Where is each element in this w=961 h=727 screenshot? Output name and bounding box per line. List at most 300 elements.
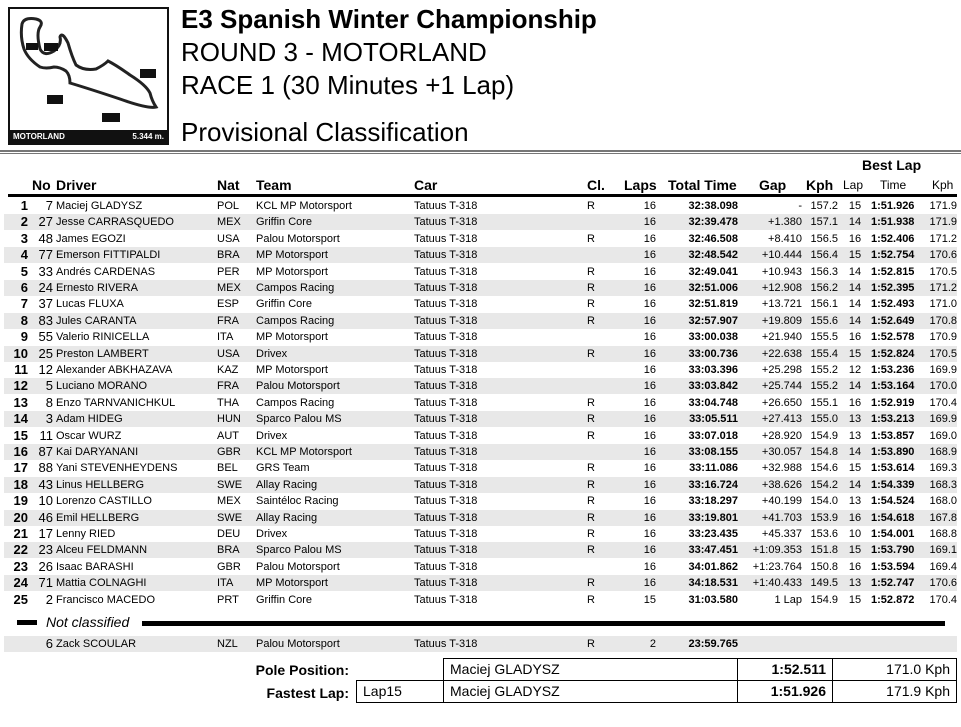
cell-team: Saintéloc Racing [256,495,339,508]
cell-kph: 155.2 [810,364,838,376]
cell-bkph: 168.8 [929,528,957,540]
cell-laps: 16 [643,347,656,360]
cell-btime: 1:52.747 [871,577,915,590]
cell-pos: 14 [13,411,28,427]
cell-nat: MEX [217,282,241,294]
result-row [4,510,957,526]
cell-btime: 1:54.524 [871,495,915,508]
cell-btime: 1:51.926 [871,200,915,212]
cell-pos: 20 [13,509,28,525]
cell-btime: 1:53.857 [871,429,915,442]
cell-kph: 154.6 [810,462,838,475]
col-best-lap: Lap [843,178,864,192]
cell-kph: 154.0 [810,495,838,508]
track-map-icon [10,9,167,131]
not-classified-label: Not classified [46,614,130,630]
result-row [4,362,957,378]
col-team: Team [256,177,292,193]
result-row [4,296,957,312]
cell-pos: 5 [20,263,28,279]
cell-pos: 8 [20,312,28,328]
cell-cl [587,378,607,394]
cell-total: 34:18.531 [688,577,738,590]
cell-pos: 13 [13,394,28,410]
col-laps: Laps [624,177,657,193]
cell-total: 33:18.297 [688,495,738,508]
cell-total: 32:38.098 [688,200,738,212]
cell-cl [587,362,607,378]
cell-car: Tatuus T-318 [414,577,478,590]
cell-bkph: 167.8 [929,511,957,524]
cell-nat: ITA [217,577,234,590]
cell-laps: 2 [649,638,656,650]
cell-gap: +30.057 [761,446,802,458]
result-row [4,313,957,329]
cell-btime: 1:53.890 [871,446,915,458]
cell-nat: PRT [217,593,239,606]
cell-bkph: 171.0 [929,298,957,311]
cell-driver: Emerson FITTIPALDI [56,249,161,262]
cell-car: Tatuus T-318 [414,446,478,458]
cell-bkph: 169.9 [929,364,957,376]
cell-pos: 15 [13,427,28,443]
cell-team: Campos Racing [256,314,335,327]
cell-car: Tatuus T-318 [414,380,478,393]
cell-total: 33:05.511 [689,413,738,426]
cell-team: Palou Motorsport [256,638,340,650]
cell-kph: 156.5 [810,232,838,245]
cell-pos: 19 [13,493,28,509]
cell-blap: 14 [848,478,862,491]
cell-blap: 15 [848,593,862,606]
cell-cl: R [587,265,595,278]
cell-bkph: 168.3 [929,478,957,491]
cell-nat: AUT [217,429,239,442]
cell-btime: 1:52.872 [871,593,915,606]
cell-nat: USA [217,232,240,245]
cell-bkph: 170.4 [929,396,957,409]
cell-blap: 15 [848,462,862,475]
cell-gap: +10.444 [761,249,802,262]
cell-gap: +25.744 [761,380,802,393]
cell-cl: R [587,314,595,327]
cell-total: 33:19.801 [688,511,738,524]
cell-team: GRS Team [256,462,310,475]
cell-bkph: 169.3 [929,462,957,475]
cell-nat: BRA [217,249,240,262]
cell-total: 34:01.862 [688,560,738,573]
cell-pos: 3 [20,230,28,246]
cell-laps: 16 [643,528,656,540]
cell-total: 33:03.842 [688,380,738,393]
cell-nat: DEU [217,528,241,540]
result-row [4,231,957,247]
pole-driver: Maciej GLADYSZ [443,658,738,681]
cell-laps: 16 [643,495,656,508]
cell-car: Tatuus T-318 [414,495,478,508]
cell-team: Campos Racing [256,396,335,409]
result-row [4,493,957,509]
cell-btime: 1:52.406 [871,232,915,245]
fastest-kph: 171.9 Kph [832,680,957,703]
cell-car: Tatuus T-318 [414,638,478,650]
cell-pos: 22 [13,542,28,558]
col-car: Car [414,177,438,193]
result-row [4,247,957,263]
cell-cl: R [587,282,595,294]
cell-cl: R [587,298,595,311]
cell-blap: 16 [848,331,862,344]
cell-total: 32:48.542 [688,249,738,262]
cell-total: 32:46.508 [688,232,738,245]
cell-cl: R [587,200,595,212]
cell-laps: 16 [643,413,656,426]
cell-gap: +22.638 [761,347,802,360]
cell-driver: Jules CARANTA [56,314,137,327]
cell-blap: 14 [848,298,862,311]
cell-car: Tatuus T-318 [414,396,478,409]
cell-team: Drivex [256,528,288,540]
cell-driver: Emil HELLBERG [56,511,140,524]
cell-kph: 154.9 [810,593,838,606]
cell-kph: 153.9 [810,511,838,524]
championship-title: E3 Spanish Winter Championship [181,4,597,34]
cell-bkph: 169.4 [929,560,957,573]
cell-gap: +40.199 [761,495,802,508]
cell-pos: 18 [13,476,28,492]
cell-pos: 12 [13,378,28,394]
col-no: No [32,177,51,193]
cell-nat: NZL [217,638,238,650]
cell-no: 48 [38,230,53,246]
cell-laps: 16 [643,265,656,278]
cell-driver: Adam HIDEG [56,413,123,426]
cell-car: Tatuus T-318 [414,462,478,475]
cell-gap: +26.650 [761,396,802,409]
col-total-time: Total Time [668,177,737,193]
cell-btime: 1:54.001 [871,528,915,540]
cell-cl: R [587,478,595,491]
cell-blap: 13 [848,413,862,426]
cell-team: MP Motorsport [256,249,328,262]
cell-nat: SWE [217,478,243,491]
cell-team: Allay Racing [256,511,318,524]
cell-gap: - [798,200,802,212]
cell-team: KCL MP Motorsport [256,446,352,458]
cell-cl: R [587,593,595,606]
cell-pos: 21 [13,526,28,541]
cell-blap: 13 [848,429,862,442]
cell-total: 23:59.765 [688,638,738,650]
document-type: Provisional Classification [181,117,469,147]
cell-pos: 23 [13,558,28,574]
cell-kph: 155.0 [810,413,838,426]
cell-btime: 1:52.493 [871,298,915,311]
cell-kph: 156.4 [810,249,838,262]
cell-bkph: 170.6 [929,577,957,590]
cell-driver: Kai DARYANANI [56,446,139,458]
cell-btime: 1:53.236 [871,364,915,376]
cell-car: Tatuus T-318 [414,200,478,212]
cell-blap: 16 [848,232,862,245]
cell-kph: 149.5 [810,577,838,590]
cell-car: Tatuus T-318 [414,265,478,278]
cell-gap: +12.908 [761,282,802,294]
result-row [4,592,957,608]
cell-btime: 1:52.649 [871,314,915,327]
cell-cl [587,247,607,263]
cell-cl: R [587,638,595,650]
result-row [4,559,957,575]
cell-laps: 16 [643,511,656,524]
cell-laps: 16 [643,462,656,475]
cell-nat: HUN [217,413,241,426]
col-best-time: Time [880,178,907,192]
cell-blap: 15 [848,544,862,557]
cell-btime: 1:53.594 [871,560,915,573]
cell-driver: Mattia COLNAGHI [56,577,147,590]
cell-btime: 1:52.395 [871,282,915,294]
cell-nat: GBR [217,560,241,573]
cell-blap: 16 [848,511,862,524]
logo-band [10,130,167,143]
cell-blap: 12 [848,364,862,376]
cell-laps: 16 [643,232,656,245]
cell-btime: 1:51.938 [871,216,915,229]
cell-cl: R [587,347,595,360]
cell-driver: Lenny RIED [56,528,116,540]
cell-total: 32:51.819 [688,298,738,311]
cell-car: Tatuus T-318 [414,314,478,327]
result-row [4,346,957,362]
cell-total: 33:16.724 [688,478,738,491]
cell-gap: +25.298 [761,364,802,376]
cell-laps: 15 [643,593,656,606]
cell-bkph: 170.9 [929,331,957,344]
cell-kph: 154.2 [810,478,838,491]
cell-cl [587,444,607,460]
col-driver: Driver [56,177,97,193]
cell-blap: 15 [848,347,862,360]
col-gap: Gap [759,177,787,193]
cell-blap: 16 [848,396,862,409]
cell-kph: 156.1 [810,298,838,311]
cell-laps: 16 [643,380,656,393]
cell-cl: R [587,462,595,475]
cell-gap: +10.943 [761,265,802,278]
cell-btime: 1:52.578 [871,331,915,344]
cell-team: Griffin Core [256,298,313,311]
result-row [4,526,957,542]
header-divider [0,150,961,154]
cell-kph: 156.2 [810,282,838,294]
result-row [4,264,957,280]
result-row [4,411,957,427]
cell-team: Drivex [256,429,288,442]
cell-bkph: 169.9 [929,413,957,426]
cell-total: 33:00.736 [688,347,738,360]
cell-car: Tatuus T-318 [414,232,478,245]
cell-gap: +28.920 [761,429,802,442]
cell-blap: 16 [848,560,862,573]
cell-car: Tatuus T-318 [414,528,478,540]
cell-laps: 16 [643,331,656,344]
cell-gap: +41.703 [761,511,802,524]
cell-nat: KAZ [217,364,239,376]
cell-bkph: 170.4 [929,593,957,606]
cell-nat: THA [217,396,239,409]
cell-cl: R [587,396,595,409]
cell-kph: 153.6 [810,528,838,540]
cell-bkph: 171.9 [929,216,957,229]
cell-driver: Luciano MORANO [56,380,148,393]
result-row [4,378,957,394]
cell-team: Drivex [256,347,288,360]
cell-blap: 14 [848,216,862,229]
cell-btime: 1:52.754 [871,249,915,262]
cell-cl: R [587,495,595,508]
cell-no: 3 [45,411,53,427]
cell-team: Palou Motorsport [256,232,340,245]
result-row [4,477,957,493]
cell-team: Sparco Palou MS [256,544,342,557]
cell-nat: BRA [217,544,240,557]
round-title: ROUND 3 - MOTORLAND [181,37,487,67]
cell-laps: 16 [643,544,656,557]
result-row [4,428,957,444]
cell-no: 2 [45,591,53,607]
cell-laps: 16 [643,429,656,442]
pole-time: 1:52.511 [737,658,833,681]
cell-no: 24 [38,280,53,295]
cell-team: MP Motorsport [256,265,328,278]
cell-kph: 154.8 [810,446,838,458]
cell-laps: 16 [643,478,656,491]
cell-no: 83 [38,312,53,328]
cell-team: Griffin Core [256,216,313,229]
cell-nat: MEX [217,495,241,508]
cell-kph: 155.4 [810,347,838,360]
cell-nat: FRA [217,380,239,393]
cell-gap: +27.413 [761,413,802,426]
cell-car: Tatuus T-318 [414,413,478,426]
cell-gap: +1:40.433 [752,577,802,590]
cell-gap: +1:23.764 [752,560,802,573]
cell-team: Allay Racing [256,478,318,491]
cell-pos: 7 [20,296,28,312]
cell-bkph: 170.8 [929,314,957,327]
cell-btime: 1:54.339 [871,478,915,491]
cell-team: MP Motorsport [256,577,328,590]
cell-blap: 14 [848,265,862,278]
cell-laps: 16 [643,282,656,294]
cell-pos: 9 [20,329,28,345]
cell-no: 88 [38,460,53,476]
cell-car: Tatuus T-318 [414,478,478,491]
cell-no: 77 [38,247,53,263]
cell-gap: +8.410 [768,232,802,245]
cell-car: Tatuus T-318 [414,298,478,311]
not-classified-row [4,636,957,652]
cell-total: 32:57.907 [688,314,738,327]
col-nat: Nat [217,177,240,193]
cell-kph: 155.1 [810,396,838,409]
pole-position-label: Pole Position: [255,662,349,678]
pole-kph: 171.0 Kph [832,658,957,681]
cell-cl: R [587,577,595,590]
result-row [4,575,957,591]
cell-cl: R [587,544,595,557]
cell-driver: Yani STEVENHEYDENS [56,462,178,475]
cell-driver: Oscar WURZ [56,429,122,442]
cell-driver: Lorenzo CASTILLO [56,495,152,508]
cell-bkph: 171.9 [929,200,957,212]
cell-total: 33:04.748 [688,396,738,409]
result-row [4,198,957,214]
race-title: RACE 1 (30 Minutes +1 Lap) [181,70,515,100]
cell-car: Tatuus T-318 [414,544,478,557]
cell-blap: 14 [848,380,862,393]
circuit-length: 5.344 m. [132,132,164,141]
cell-kph: 154.9 [810,429,838,442]
cell-cl: R [587,429,595,442]
cell-bkph: 169.0 [929,429,957,442]
cell-kph: 155.6 [810,314,838,327]
cell-driver: Maciej GLADYSZ [56,200,143,212]
cell-gap: +13.721 [761,298,802,311]
cell-nat: ITA [217,331,234,344]
cell-cl: R [587,232,595,245]
cell-no: 5 [45,378,53,394]
cell-total: 32:49.041 [688,265,738,278]
col-class: Cl. [587,177,605,193]
cell-total: 33:11.086 [689,462,738,475]
cell-blap: 14 [848,282,862,294]
cell-total: 31:03.580 [688,593,738,606]
cell-no: 55 [38,329,53,345]
cell-btime: 1:53.164 [871,380,915,393]
cell-driver: Francisco MACEDO [56,593,156,606]
cell-bkph: 170.5 [929,347,957,360]
cell-driver: Andrés CARDENAS [56,265,156,278]
cell-no: 12 [38,362,53,377]
cell-nat: FRA [217,314,239,327]
cell-no: 33 [38,263,53,279]
cell-car: Tatuus T-318 [414,560,478,573]
cell-driver: Ernesto RIVERA [56,282,138,294]
cell-driver: Valerio RINICELLA [56,331,150,344]
cell-pos: 24 [13,575,28,591]
cell-btime: 1:52.824 [871,347,915,360]
cell-laps: 16 [643,200,656,212]
result-row [4,280,957,296]
cell-driver: Isaac BARASHI [56,560,134,573]
cell-laps: 16 [643,364,656,376]
cell-total: 33:08.155 [688,446,738,458]
cell-no: 7 [45,198,53,213]
circuit-logo [8,7,169,145]
cell-driver: Alexander ABKHAZAVA [56,364,173,376]
cell-car: Tatuus T-318 [414,347,478,360]
cell-total: 33:03.396 [688,364,738,376]
cell-bkph: 171.2 [929,232,957,245]
cell-bkph: 171.2 [929,282,957,294]
cell-total: 32:39.478 [688,216,738,229]
cell-no: 17 [38,526,53,541]
cell-bkph: 168.9 [929,446,957,458]
cell-blap: 13 [848,577,862,590]
cell-driver: James EGOZI [56,232,126,245]
